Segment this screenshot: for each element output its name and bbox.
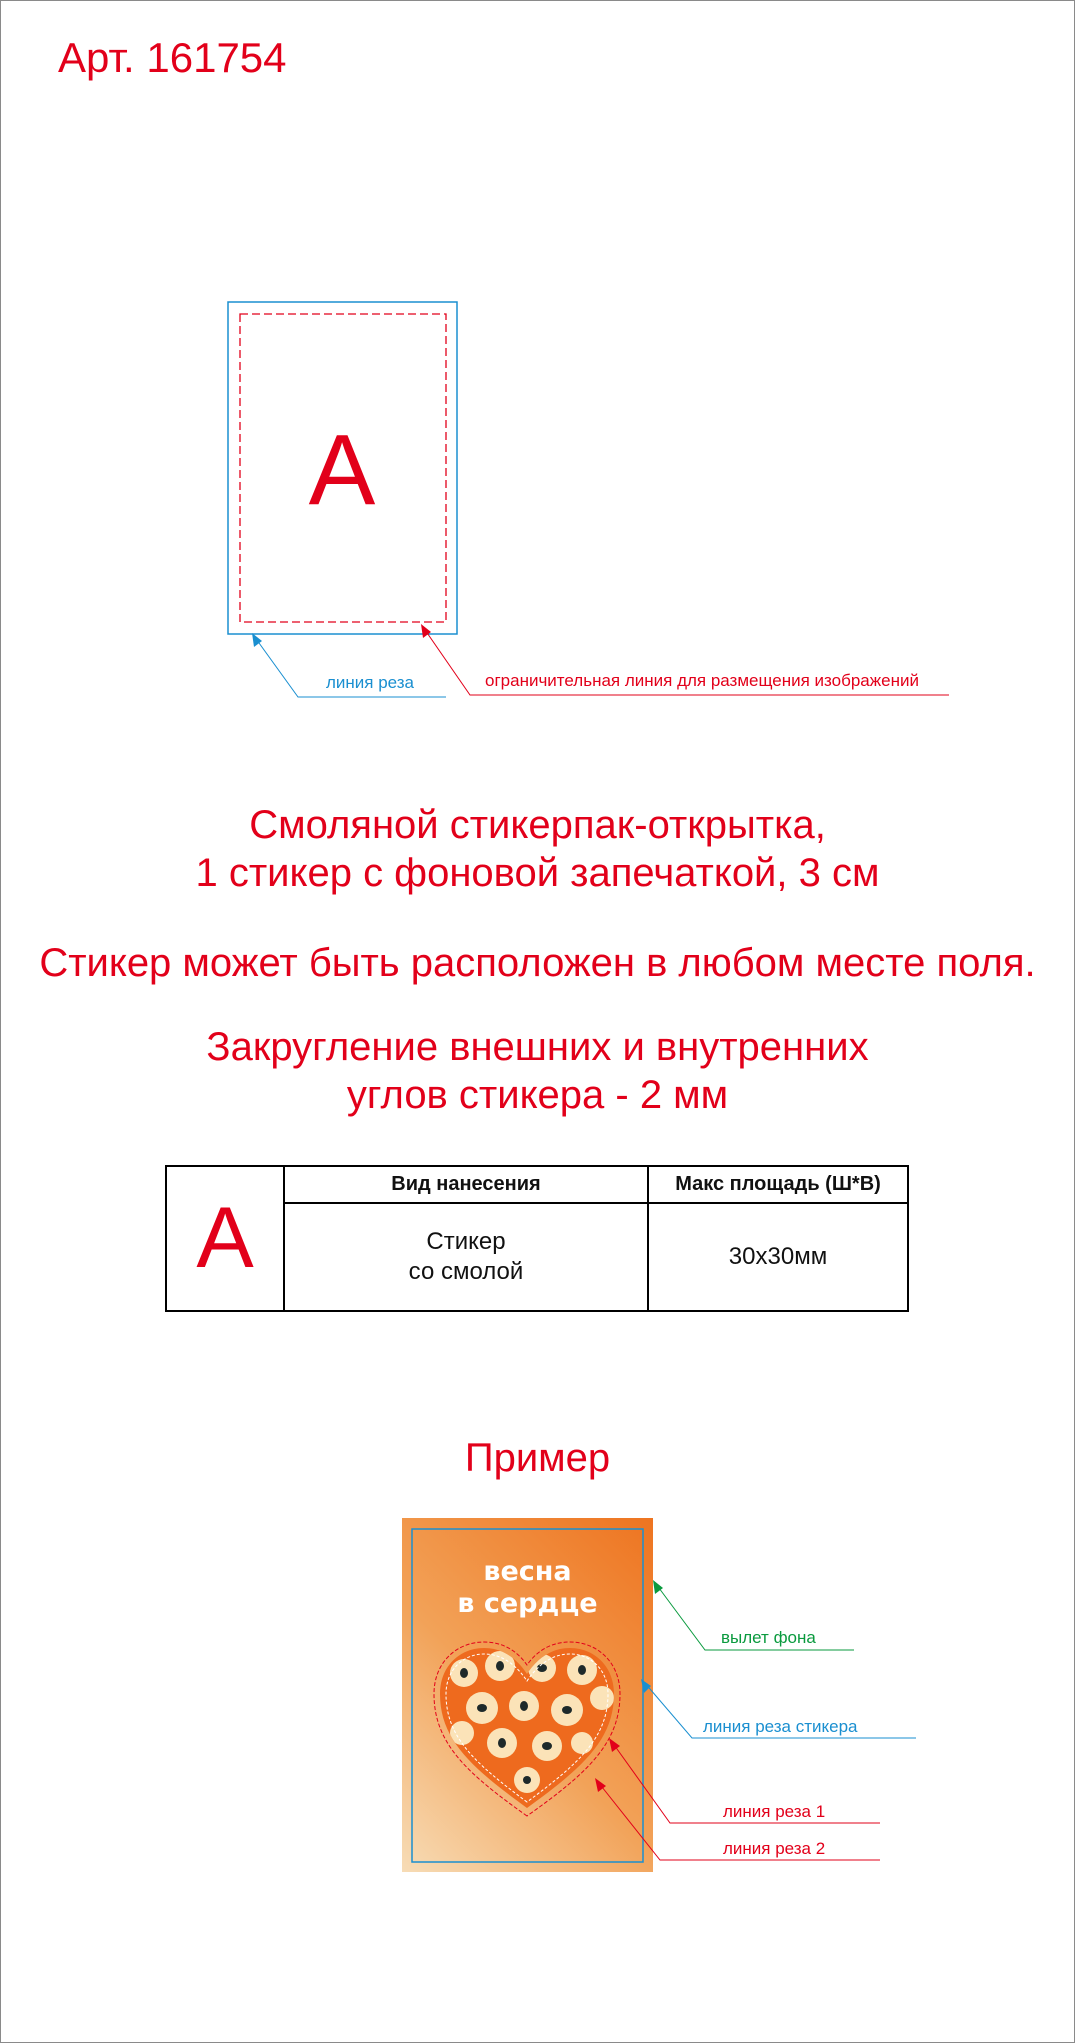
zone-letter: A [308, 414, 376, 526]
limit-line-label: ограничительная линия для размещения изображений [485, 671, 919, 690]
header-application: Вид нанесения [284, 1166, 648, 1203]
bleed-label: вылет фона [721, 1628, 816, 1647]
example-title: Пример [464, 1436, 611, 1480]
cut1-arrowhead [609, 1738, 620, 1752]
max-area-value: 30x30мм [648, 1203, 908, 1311]
cut-line-label: линия реза [326, 673, 415, 692]
product-title-line-2: 1 стикер с фоновой запечаткой, 3 см [195, 851, 880, 895]
rounding-note-line-2: углов стикера - 2 мм [346, 1073, 729, 1117]
article-number: Арт. 161754 [58, 34, 287, 81]
application-type-line-2: со смолой [408, 1258, 524, 1285]
sticker-cut-label: линия реза стикера [703, 1717, 858, 1736]
application-type-line-1: Стикер [426, 1228, 506, 1255]
product-title-line-1: Смоляной стикерпак-открытка, [249, 803, 826, 847]
placement-note: Стикер может быть расположен в любом месте поля. [39, 941, 1036, 985]
sticker-cut-rect [412, 1529, 643, 1862]
header-max-area: Макс площадь (Ш*В) [648, 1166, 908, 1203]
spec-zone-letter: A [166, 1166, 284, 1311]
card-text-line-1: весна [483, 1556, 572, 1587]
cut2-label: линия реза 2 [723, 1839, 826, 1858]
cut1-label: линия реза 1 [723, 1802, 826, 1821]
card-text-line-2: в сердце [457, 1588, 598, 1619]
rounding-note-line-1: Закругление внешних и внутренних [206, 1025, 869, 1069]
